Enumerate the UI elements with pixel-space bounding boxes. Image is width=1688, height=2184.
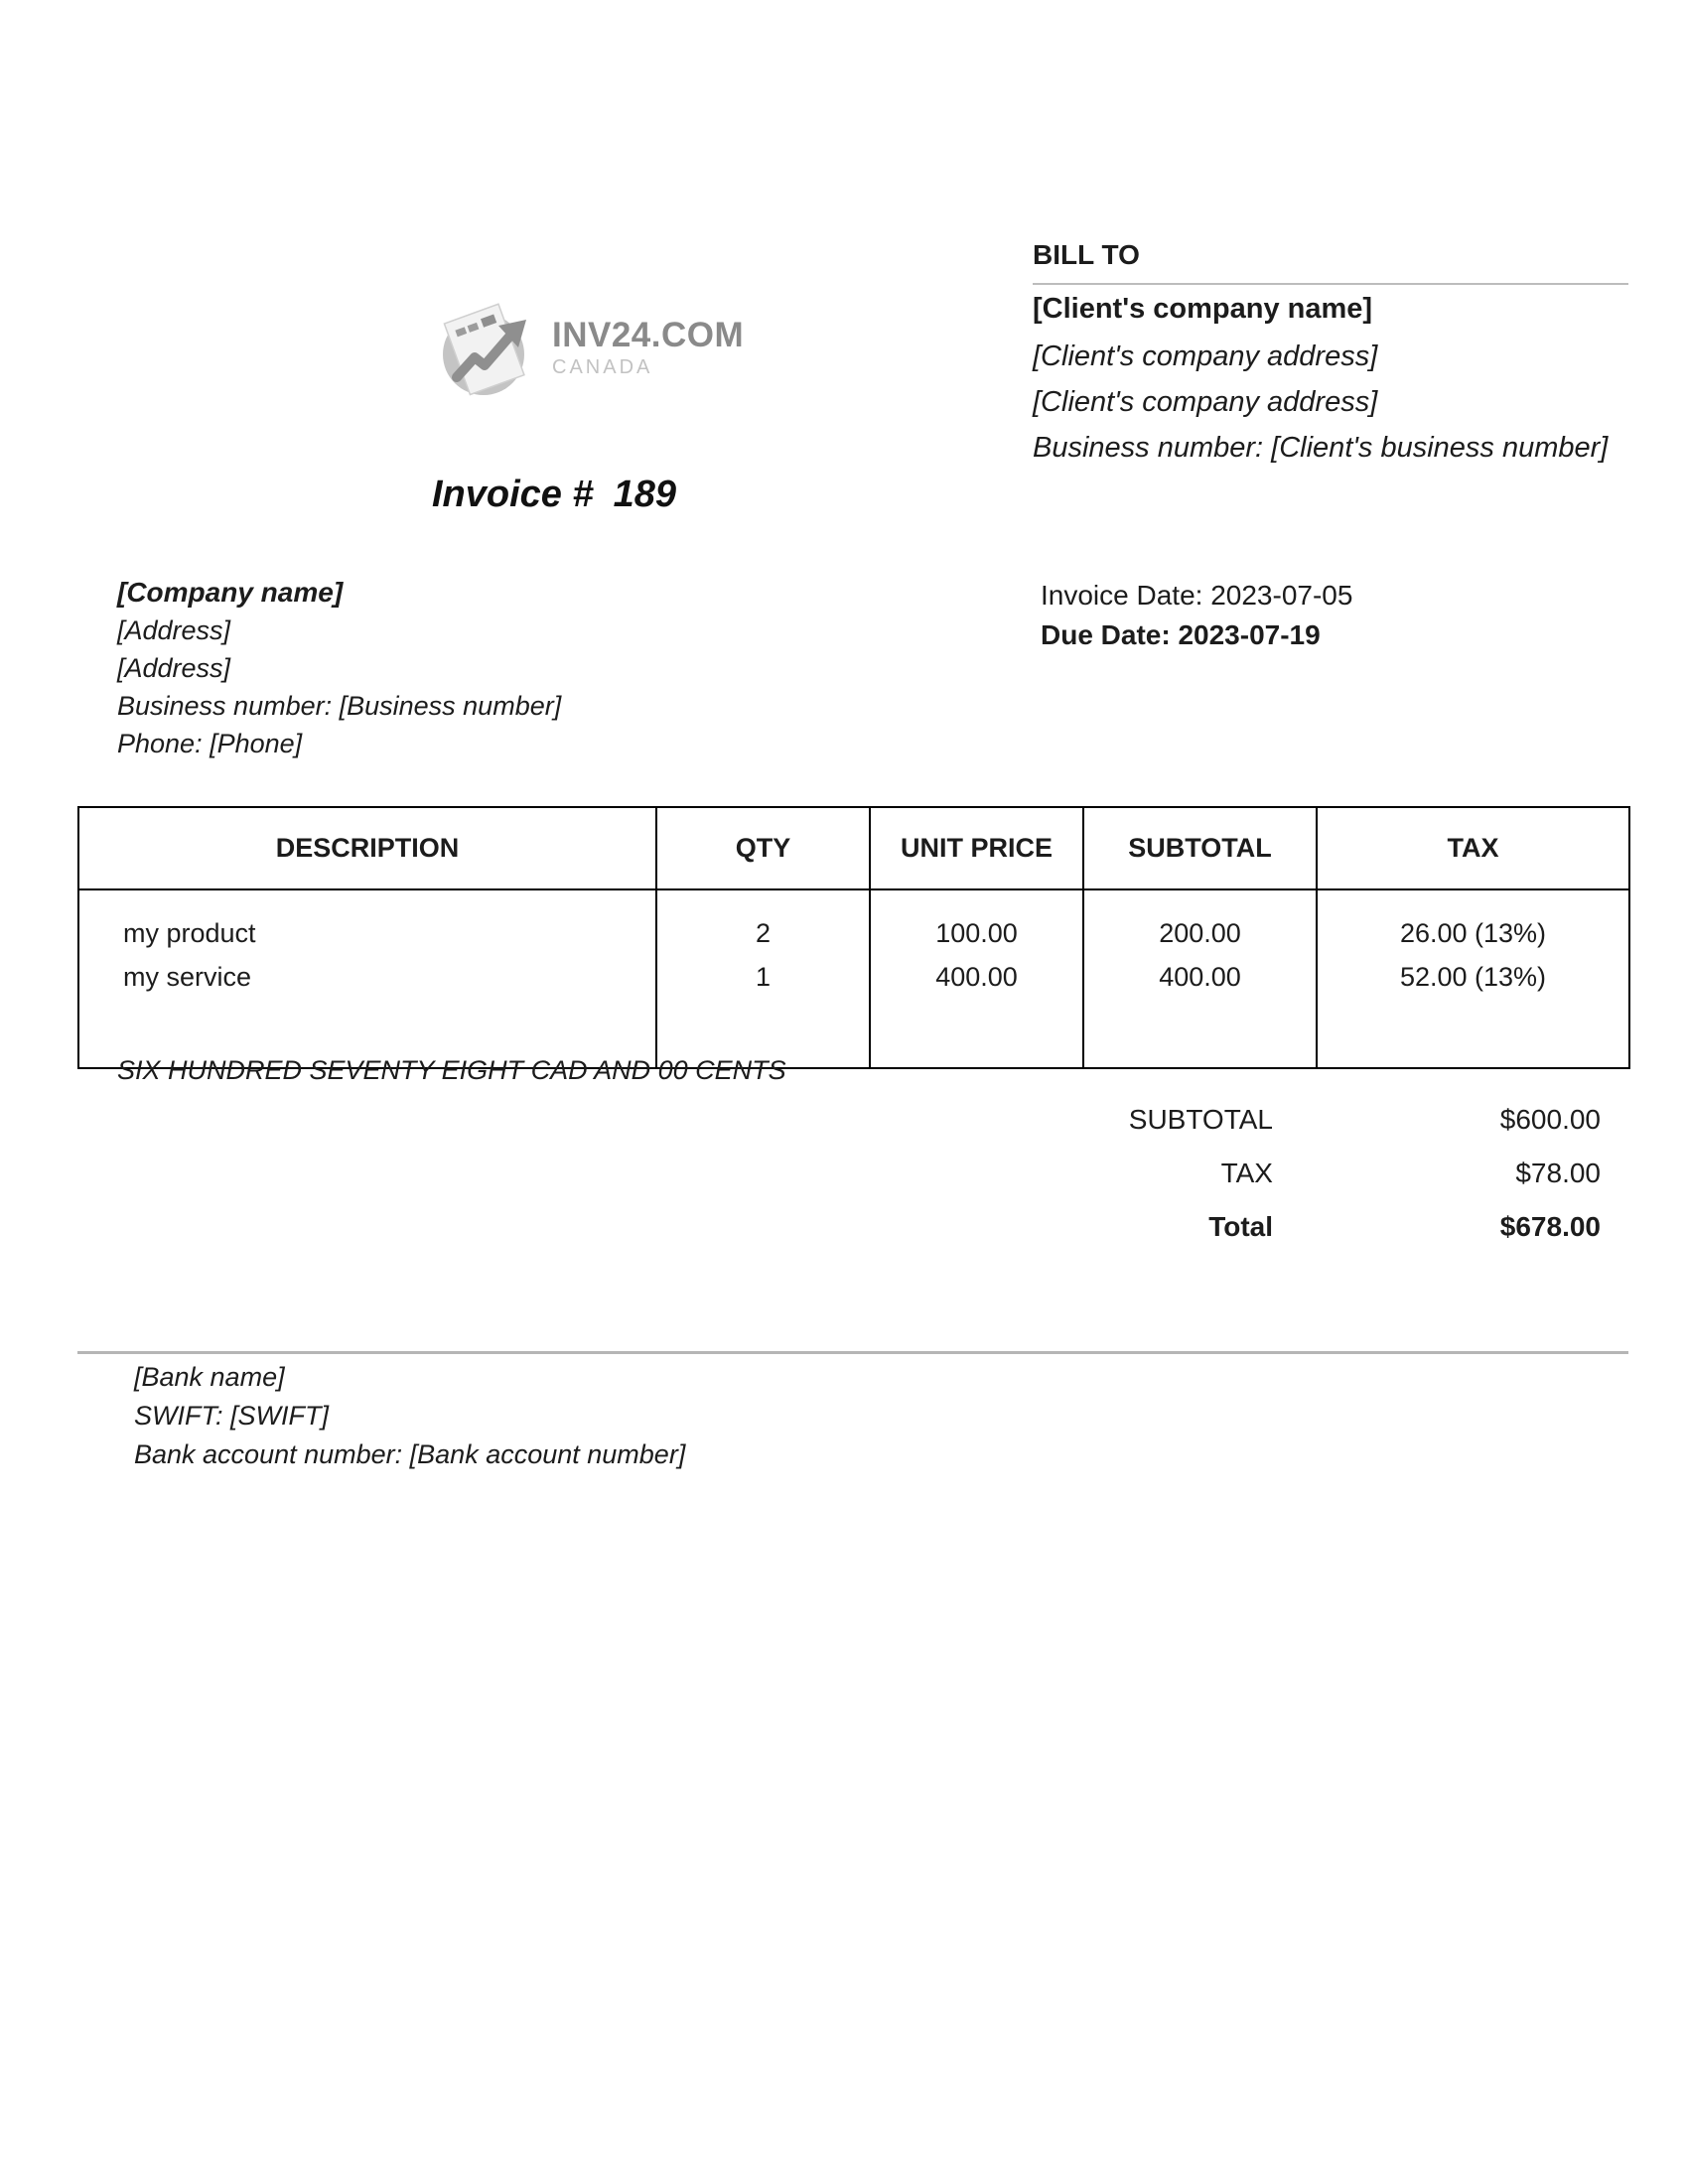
invoice-title	[432, 474, 676, 516]
company-info-line: Phone: [Phone]	[117, 729, 303, 758]
item-description-cell: my service	[78, 955, 656, 999]
company-info-line: [Address]	[117, 615, 231, 645]
logo-brand: INV24.COM	[552, 316, 745, 354]
totals-label: TAX	[1220, 1158, 1273, 1188]
totals-label: Total	[1208, 1211, 1273, 1242]
totals-row	[894, 1104, 1601, 1158]
company-name: [Company name]	[117, 577, 344, 608]
item-value-cell: 1	[656, 955, 870, 999]
bank-info-line: Bank account number: [Bank account number]	[134, 1439, 686, 1469]
items-header-row	[78, 807, 1629, 889]
dates-section	[1041, 582, 1597, 649]
bank-section-divider	[77, 1351, 1628, 1354]
bill-to-divider	[1033, 283, 1628, 285]
bank-info-line: SWIFT: [SWIFT]	[134, 1401, 329, 1431]
item-value-cell: 100.00	[870, 889, 1083, 955]
client-info-line: [Client's company address]	[1033, 340, 1378, 372]
bill-to-heading: BILL TO	[1033, 239, 1140, 270]
item-value-cell: 400.00	[1083, 955, 1317, 999]
empty-cell	[870, 999, 1083, 1068]
empty-cell	[1083, 999, 1317, 1068]
totals-label: SUBTOTAL	[1128, 1104, 1273, 1135]
table-row	[78, 889, 1629, 955]
bank-section	[134, 1364, 1028, 1468]
totals-row	[894, 1158, 1601, 1211]
client-address-lines	[1033, 342, 1628, 463]
item-value-cell: 52.00 (13%)	[1317, 955, 1629, 999]
column-header: SUBTOTAL	[1083, 807, 1317, 889]
column-header: QTY	[656, 807, 870, 889]
item-value-cell: 26.00 (13%)	[1317, 889, 1629, 955]
invoice-arrow-logo-icon	[429, 298, 546, 397]
company-section	[117, 579, 673, 757]
totals-value: $600.00	[1499, 1104, 1601, 1135]
due-date: Due Date: 2023-07-19	[1041, 619, 1321, 650]
bill-to-section	[1033, 241, 1628, 463]
table-row	[78, 955, 1629, 999]
client-company-name: [Client's company name]	[1033, 293, 1373, 325]
invoice-title-label: Invoice #	[432, 474, 594, 515]
column-header: DESCRIPTION	[78, 807, 656, 889]
invoice-date: Invoice Date: 2023-07-05	[1041, 580, 1353, 611]
column-header: UNIT PRICE	[870, 807, 1083, 889]
empty-cell	[1317, 999, 1629, 1068]
logo	[429, 298, 744, 397]
logo-region: CANADA	[552, 356, 653, 378]
totals-section	[894, 1104, 1601, 1265]
column-header: TAX	[1317, 807, 1629, 889]
logo-text	[552, 318, 744, 377]
item-value-cell: 400.00	[870, 955, 1083, 999]
item-value-cell: 2	[656, 889, 870, 955]
client-info-line: Business number: [Client's business number]	[1033, 431, 1609, 464]
invoice-number: 189	[613, 474, 677, 515]
totals-row	[894, 1211, 1601, 1265]
amount-in-words: SIX HUNDRED SEVENTY EIGHT CAD AND 00 CENTS	[117, 1055, 786, 1085]
client-info-line: [Client's company address]	[1033, 385, 1378, 418]
item-description-cell: my product	[78, 889, 656, 955]
company-info-line: [Address]	[117, 653, 231, 683]
bank-info-line: [Bank name]	[134, 1362, 285, 1392]
item-value-cell: 200.00	[1083, 889, 1317, 955]
company-address-lines	[117, 617, 673, 757]
items-table	[77, 806, 1630, 1069]
totals-value: $678.00	[1499, 1211, 1601, 1242]
totals-value: $78.00	[1515, 1158, 1601, 1188]
company-info-line: Business number: [Business number]	[117, 691, 562, 721]
items-table-wrap	[77, 806, 1628, 1069]
